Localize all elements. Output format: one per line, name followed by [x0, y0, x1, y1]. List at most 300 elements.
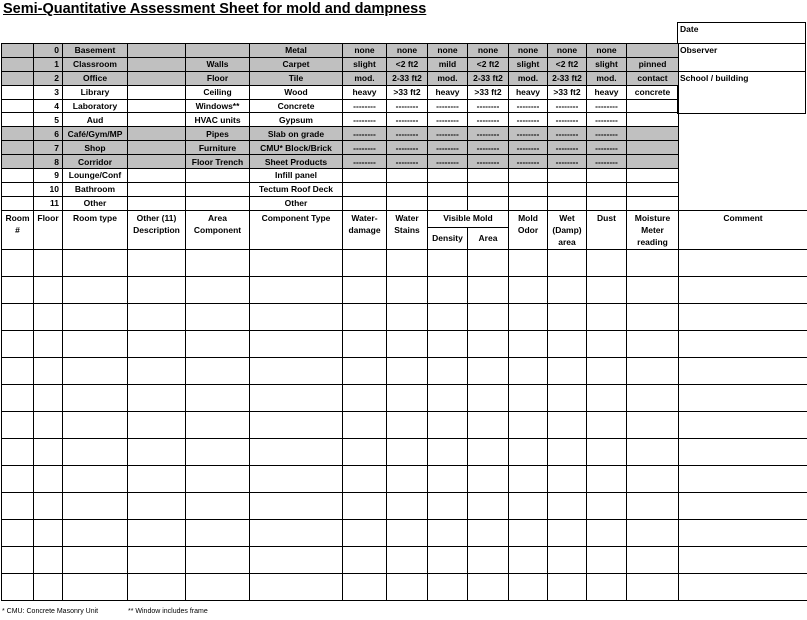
entry-cell[interactable]	[128, 520, 186, 547]
table-row	[2, 493, 807, 520]
school-building-field[interactable]: School / building	[678, 72, 806, 114]
entry-cell[interactable]	[186, 439, 250, 466]
entry-cell[interactable]	[428, 412, 468, 439]
entry-cell[interactable]	[627, 574, 679, 601]
entry-cell[interactable]	[428, 385, 468, 412]
entry-cell[interactable]	[2, 466, 34, 493]
legend-cell	[128, 44, 186, 58]
entry-cell[interactable]	[587, 439, 627, 466]
entry-cell[interactable]	[2, 493, 34, 520]
entry-cell[interactable]	[128, 439, 186, 466]
legend-cell	[128, 57, 186, 71]
entry-cell[interactable]	[428, 277, 468, 304]
legend-cell	[627, 141, 679, 155]
legend-cell: 0	[34, 44, 63, 58]
entry-cell[interactable]	[34, 331, 63, 358]
entry-cell[interactable]	[509, 250, 548, 277]
entry-cell[interactable]	[128, 466, 186, 493]
entry-cell[interactable]	[428, 547, 468, 574]
entry-cell[interactable]	[679, 439, 807, 466]
entry-cell[interactable]	[627, 277, 679, 304]
entry-cell[interactable]	[627, 466, 679, 493]
legend-cell: 2-33 ft2	[548, 71, 587, 85]
entry-cell[interactable]	[468, 358, 509, 385]
entry-cell[interactable]	[186, 277, 250, 304]
entry-cell[interactable]	[2, 385, 34, 412]
entry-cell[interactable]	[548, 250, 587, 277]
entry-cell[interactable]	[2, 412, 34, 439]
entry-cell[interactable]	[627, 331, 679, 358]
entry-cell[interactable]	[343, 466, 387, 493]
legend-cell: Slab on grade	[250, 127, 343, 141]
entry-cell[interactable]	[387, 277, 428, 304]
entry-cell[interactable]	[387, 331, 428, 358]
entry-cell[interactable]	[186, 358, 250, 385]
entry-cell[interactable]	[587, 358, 627, 385]
legend-cell	[128, 169, 186, 183]
entry-cell[interactable]	[34, 277, 63, 304]
entry-cell[interactable]	[468, 439, 509, 466]
entry-cell[interactable]	[387, 466, 428, 493]
entry-cell[interactable]	[587, 277, 627, 304]
entry-cell[interactable]	[548, 493, 587, 520]
entry-cell[interactable]	[509, 574, 548, 601]
table-row	[2, 304, 807, 331]
entry-cell[interactable]	[587, 520, 627, 547]
entry-cell[interactable]	[679, 466, 807, 493]
entry-cell[interactable]	[2, 331, 34, 358]
legend-cell: --------	[509, 155, 548, 169]
entry-cell[interactable]	[128, 358, 186, 385]
entry-cell[interactable]	[2, 439, 34, 466]
entry-cell[interactable]	[548, 358, 587, 385]
entry-cell[interactable]	[428, 250, 468, 277]
entry-cell[interactable]	[63, 304, 128, 331]
entry-cell[interactable]	[679, 385, 807, 412]
entry-cell[interactable]	[468, 493, 509, 520]
legend-cell: --------	[428, 113, 468, 127]
entry-cell[interactable]	[509, 277, 548, 304]
entry-cell[interactable]	[587, 304, 627, 331]
legend-cell: 4	[34, 99, 63, 113]
legend-cell	[186, 169, 250, 183]
legend-cell: 9	[34, 169, 63, 183]
entry-cell[interactable]	[627, 493, 679, 520]
date-field[interactable]: Date	[678, 23, 806, 44]
legend-cell: mild	[428, 57, 468, 71]
entry-cell[interactable]	[34, 439, 63, 466]
table-row	[2, 412, 807, 439]
entry-cell[interactable]	[548, 412, 587, 439]
entry-cell[interactable]	[250, 385, 343, 412]
legend-row	[2, 44, 679, 58]
entry-cell[interactable]	[627, 439, 679, 466]
entry-cell[interactable]	[2, 547, 34, 574]
entry-cell[interactable]	[128, 277, 186, 304]
entry-cell[interactable]	[468, 385, 509, 412]
entry-cell[interactable]	[627, 412, 679, 439]
entry-cell[interactable]	[63, 277, 128, 304]
entry-cell[interactable]	[63, 520, 128, 547]
legend-cell: Classroom	[63, 57, 128, 71]
table-row	[2, 574, 807, 601]
entry-cell[interactable]	[250, 547, 343, 574]
entry-cell[interactable]	[387, 250, 428, 277]
entry-cell[interactable]	[627, 250, 679, 277]
legend-cell: HVAC units	[186, 113, 250, 127]
header-wet-damp-area: Wet (Damp) area	[548, 211, 587, 250]
entry-cell[interactable]	[186, 493, 250, 520]
entry-cell[interactable]	[387, 520, 428, 547]
legend-row	[2, 196, 679, 210]
legend-cell: mod.	[343, 71, 387, 85]
entry-cell[interactable]	[548, 547, 587, 574]
entry-cell[interactable]	[587, 574, 627, 601]
entry-cell[interactable]	[343, 277, 387, 304]
entry-cell[interactable]	[63, 358, 128, 385]
entry-cell[interactable]	[186, 331, 250, 358]
entry-cell[interactable]	[587, 493, 627, 520]
entry-cell[interactable]	[63, 466, 128, 493]
entry-cell[interactable]	[428, 520, 468, 547]
entry-cell[interactable]	[679, 493, 807, 520]
legend-row	[2, 71, 679, 85]
legend-cell: none	[548, 44, 587, 58]
legend-cell: --------	[428, 127, 468, 141]
entry-cell[interactable]	[627, 520, 679, 547]
legend-cell: Concrete	[250, 99, 343, 113]
entry-cell[interactable]	[250, 304, 343, 331]
legend-cell: Metal	[250, 44, 343, 58]
entry-cell[interactable]	[587, 250, 627, 277]
entry-cell[interactable]	[548, 439, 587, 466]
entry-cell[interactable]	[63, 331, 128, 358]
entry-cell[interactable]	[128, 250, 186, 277]
entry-cell[interactable]	[509, 304, 548, 331]
legend-cell: none	[587, 44, 627, 58]
entry-cell[interactable]	[250, 574, 343, 601]
entry-cell[interactable]	[548, 304, 587, 331]
legend-cell: Laboratory	[63, 99, 128, 113]
entry-cell[interactable]	[387, 385, 428, 412]
entry-cell[interactable]	[627, 385, 679, 412]
entry-cell[interactable]	[428, 466, 468, 493]
entry-cell[interactable]	[34, 574, 63, 601]
entry-cell[interactable]	[128, 331, 186, 358]
entry-cell[interactable]	[428, 574, 468, 601]
entry-cell[interactable]	[343, 385, 387, 412]
entry-cell[interactable]	[679, 277, 807, 304]
entry-cell[interactable]	[2, 277, 34, 304]
entry-cell[interactable]	[2, 574, 34, 601]
legend-cell	[627, 196, 679, 210]
entry-cell[interactable]	[343, 493, 387, 520]
entry-cell[interactable]	[186, 466, 250, 493]
entry-cell[interactable]	[250, 466, 343, 493]
legend-cell	[387, 182, 428, 196]
legend-cell	[387, 169, 428, 183]
entry-cell[interactable]	[2, 250, 34, 277]
legend-row	[2, 141, 679, 155]
entry-cell[interactable]	[34, 412, 63, 439]
entry-cell[interactable]	[509, 412, 548, 439]
entry-cell[interactable]	[627, 547, 679, 574]
legend-row	[2, 182, 679, 196]
entry-cell[interactable]	[2, 520, 34, 547]
legend-cell	[627, 127, 679, 141]
entry-cell[interactable]	[509, 439, 548, 466]
legend-cell: Tile	[250, 71, 343, 85]
legend-cell	[128, 196, 186, 210]
legend-cell	[343, 169, 387, 183]
entry-cell[interactable]	[387, 574, 428, 601]
table-row	[2, 547, 807, 574]
legend-cell	[627, 99, 679, 113]
legend-cell: 2-33 ft2	[468, 71, 509, 85]
entry-cell[interactable]	[128, 493, 186, 520]
entry-cell[interactable]	[63, 385, 128, 412]
entry-cell[interactable]	[128, 385, 186, 412]
entry-cell[interactable]	[428, 304, 468, 331]
entry-cell[interactable]	[468, 331, 509, 358]
legend-cell	[186, 44, 250, 58]
entry-cell[interactable]	[34, 250, 63, 277]
entry-cell[interactable]	[587, 466, 627, 493]
legend-cell	[128, 99, 186, 113]
entry-cell[interactable]	[509, 358, 548, 385]
legend-cell: --------	[548, 141, 587, 155]
entry-cell[interactable]	[250, 277, 343, 304]
entry-cell[interactable]	[509, 520, 548, 547]
entry-cell[interactable]	[587, 385, 627, 412]
entry-cell[interactable]	[679, 547, 807, 574]
entry-cell[interactable]	[509, 466, 548, 493]
entry-cell[interactable]	[468, 547, 509, 574]
entry-cell[interactable]	[587, 331, 627, 358]
legend-cell: Walls	[186, 57, 250, 71]
legend-cell: --------	[509, 99, 548, 113]
legend-cell: Carpet	[250, 57, 343, 71]
legend-cell: 5	[34, 113, 63, 127]
legend-cell: --------	[548, 127, 587, 141]
header-dust: Dust	[587, 211, 627, 250]
entry-cell[interactable]	[343, 520, 387, 547]
legend-cell: Café/Gym/MP	[63, 127, 128, 141]
entry-cell[interactable]	[627, 358, 679, 385]
legend-cell: Basement	[63, 44, 128, 58]
entry-cell[interactable]	[63, 574, 128, 601]
entry-cell[interactable]	[548, 574, 587, 601]
entry-cell[interactable]	[679, 250, 807, 277]
observer-field[interactable]: Observer	[678, 44, 806, 72]
entry-cell[interactable]	[548, 331, 587, 358]
entry-cell[interactable]	[387, 439, 428, 466]
legend-cell	[468, 182, 509, 196]
legend-row	[2, 155, 679, 169]
legend-cell: Infill panel	[250, 169, 343, 183]
legend-cell: --------	[587, 155, 627, 169]
entry-cell[interactable]	[343, 250, 387, 277]
entry-cell[interactable]	[128, 574, 186, 601]
legend-cell: Aud	[63, 113, 128, 127]
header-floor: Floor	[34, 211, 63, 250]
entry-cell[interactable]	[343, 574, 387, 601]
legend-cell	[128, 71, 186, 85]
legend-cell	[128, 141, 186, 155]
entry-cell[interactable]	[186, 385, 250, 412]
entry-cell[interactable]	[34, 358, 63, 385]
entry-cell[interactable]	[679, 412, 807, 439]
legend-cell: 11	[34, 196, 63, 210]
entry-cell[interactable]	[63, 439, 128, 466]
entry-cell[interactable]	[428, 439, 468, 466]
legend-cell	[627, 44, 679, 58]
legend-cell: Floor	[186, 71, 250, 85]
legend-cell: Windows**	[186, 99, 250, 113]
entry-cell[interactable]	[468, 304, 509, 331]
entry-cell[interactable]	[428, 493, 468, 520]
entry-cell[interactable]	[387, 493, 428, 520]
entry-cell[interactable]	[679, 574, 807, 601]
entry-cell[interactable]	[186, 250, 250, 277]
entry-cell[interactable]	[186, 574, 250, 601]
legend-cell	[548, 182, 587, 196]
legend-cell: --------	[468, 141, 509, 155]
legend-cell: Tectum Roof Deck	[250, 182, 343, 196]
entry-cell[interactable]	[548, 520, 587, 547]
entry-cell[interactable]	[128, 547, 186, 574]
legend-cell: --------	[587, 127, 627, 141]
entry-cell[interactable]	[343, 412, 387, 439]
entry-cell[interactable]	[34, 493, 63, 520]
entry-cell[interactable]	[250, 358, 343, 385]
entry-cell[interactable]	[509, 493, 548, 520]
legend-cell	[186, 196, 250, 210]
legend-cell	[2, 196, 34, 210]
entry-cell[interactable]	[627, 304, 679, 331]
entry-cell[interactable]	[250, 439, 343, 466]
entry-cell[interactable]	[343, 439, 387, 466]
legend-cell	[428, 169, 468, 183]
legend-cell	[2, 155, 34, 169]
legend-cell	[627, 155, 679, 169]
entry-cell[interactable]	[679, 358, 807, 385]
entry-cell[interactable]	[34, 547, 63, 574]
legend-cell: Sheet Products	[250, 155, 343, 169]
entry-cell[interactable]	[2, 304, 34, 331]
entry-cell[interactable]	[63, 412, 128, 439]
legend-cell: none	[428, 44, 468, 58]
legend-cell	[627, 182, 679, 196]
entry-cell[interactable]	[186, 547, 250, 574]
legend-cell	[627, 113, 679, 127]
entry-cell[interactable]	[250, 520, 343, 547]
entry-cell[interactable]	[128, 412, 186, 439]
legend-cell: Gypsum	[250, 113, 343, 127]
entry-cell[interactable]	[468, 277, 509, 304]
entry-cell[interactable]	[186, 412, 250, 439]
entry-cell[interactable]	[587, 412, 627, 439]
entry-cell[interactable]	[387, 412, 428, 439]
entry-cell[interactable]	[343, 358, 387, 385]
entry-cell[interactable]	[509, 547, 548, 574]
entry-cell[interactable]	[34, 385, 63, 412]
legend-cell	[343, 196, 387, 210]
entry-cell[interactable]	[34, 304, 63, 331]
entry-cell[interactable]	[343, 304, 387, 331]
entry-cell[interactable]	[343, 331, 387, 358]
legend-cell: >33 ft2	[548, 85, 587, 99]
legend-cell: <2 ft2	[548, 57, 587, 71]
entry-cell[interactable]	[679, 331, 807, 358]
entry-cell[interactable]	[387, 304, 428, 331]
entry-cell[interactable]	[509, 331, 548, 358]
entry-cell[interactable]	[387, 547, 428, 574]
entry-cell[interactable]	[63, 250, 128, 277]
entry-cell[interactable]	[548, 466, 587, 493]
legend-cell	[627, 169, 679, 183]
entry-cell[interactable]	[250, 493, 343, 520]
legend-cell	[2, 57, 34, 71]
legend-cell	[587, 169, 627, 183]
entry-cell[interactable]	[679, 520, 807, 547]
legend-cell: --------	[509, 113, 548, 127]
legend-cell: 3	[34, 85, 63, 99]
entry-cell[interactable]	[468, 574, 509, 601]
entry-cell[interactable]	[548, 385, 587, 412]
legend-cell	[548, 169, 587, 183]
entry-cell[interactable]	[428, 331, 468, 358]
entry-cell[interactable]	[509, 385, 548, 412]
legend-cell	[2, 71, 34, 85]
legend-cell	[186, 182, 250, 196]
entry-cell[interactable]	[468, 466, 509, 493]
table-row	[2, 520, 807, 547]
entry-cell[interactable]	[34, 520, 63, 547]
entry-cell[interactable]	[587, 547, 627, 574]
entry-cell[interactable]	[679, 304, 807, 331]
entry-cell[interactable]	[468, 250, 509, 277]
legend-cell: --------	[387, 155, 428, 169]
entry-cell[interactable]	[468, 412, 509, 439]
legend-cell	[587, 182, 627, 196]
entry-cell[interactable]	[63, 493, 128, 520]
entry-cell[interactable]	[63, 547, 128, 574]
entry-cell[interactable]	[34, 466, 63, 493]
entry-cell[interactable]	[343, 547, 387, 574]
legend-cell: --------	[343, 155, 387, 169]
entry-cell[interactable]	[250, 250, 343, 277]
legend-cell	[128, 85, 186, 99]
entry-cell[interactable]	[128, 304, 186, 331]
legend-cell: none	[387, 44, 428, 58]
entry-cell[interactable]	[428, 358, 468, 385]
entry-cell[interactable]	[250, 412, 343, 439]
legend-cell	[509, 196, 548, 210]
legend-code-table	[1, 43, 679, 211]
entry-cell[interactable]	[250, 331, 343, 358]
entry-cell[interactable]	[548, 277, 587, 304]
info-box	[677, 22, 806, 114]
legend-cell: concrete	[627, 85, 679, 99]
entry-cell[interactable]	[468, 520, 509, 547]
entry-cell[interactable]	[186, 520, 250, 547]
entry-cell[interactable]	[387, 358, 428, 385]
entry-cell[interactable]	[186, 304, 250, 331]
entry-cell[interactable]	[2, 358, 34, 385]
legend-cell: Bathroom	[63, 182, 128, 196]
legend-cell	[2, 182, 34, 196]
